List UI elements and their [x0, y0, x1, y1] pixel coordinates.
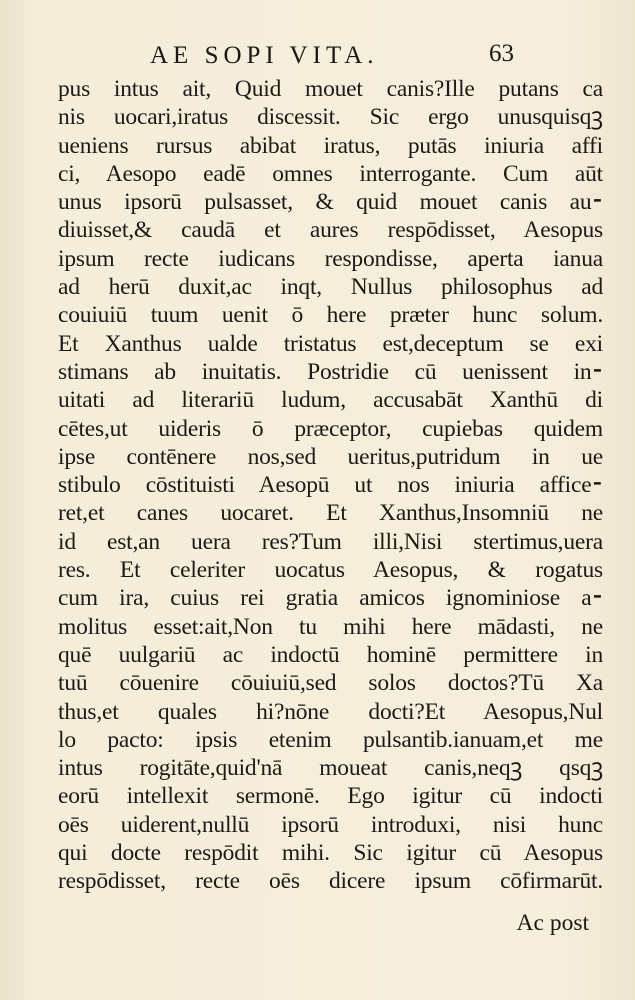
text-line: thus,et quales hi?nōne docti?Et Aesopus,Nul	[58, 698, 603, 725]
text-line: respōdisset, recte oēs dicere ipsum cōfirmarūt.	[58, 868, 603, 895]
text-line: cētes,ut uideris ō præceptor, cupiebas quidem	[58, 415, 603, 442]
text-line: ueniens rursus abibat iratus, putās iniuria affi	[58, 132, 603, 159]
text-line: uitati ad literariū ludum, accusabāt Xanthū di	[58, 387, 603, 414]
text-line: stibulo cōstituisti Aesopū ut nos iniuria affice⁃	[58, 472, 603, 499]
text-line: Et Xanthus ualde tristatus est,deceptum se exi	[58, 330, 603, 357]
text-line: ad herū duxit,ac inqt, Nullus philosophus ad	[58, 274, 603, 301]
catchword: Ac post	[516, 910, 589, 936]
text-line: ipse contēnere nos,sed ueritus,putridum in ue	[58, 443, 603, 470]
text-line: pus intus ait, Quid mouet canis?Ille putans ca	[58, 76, 603, 102]
body-text	[58, 75, 603, 896]
page-number: 63	[489, 40, 514, 67]
text-line: stimans ab inuitatis. Postridie cū uenissent in⁃	[58, 358, 603, 385]
text-line: eorū intellexit sermonē. Ego igitur cū indocti	[58, 783, 603, 810]
catchword-row	[58, 908, 603, 938]
text-line: diuisset,& caudā et aures respōdisset, Aesopus	[58, 217, 603, 244]
text-line: molitus esset:ait,Non tu mihi here mādasti, ne	[58, 613, 603, 640]
running-head: AE SOPI VITA.	[150, 42, 379, 69]
text-line: tuū cōuenire cōuiuiū,sed solos doctos?Tū Xa	[58, 670, 603, 697]
text-line: ret,et canes uocaret. Et Xanthus,Insomniū ne	[58, 500, 603, 527]
text-line: nis uocari,iratus discessit. Sic ergo unusquisqꝫ	[58, 104, 603, 131]
text-line: ipsum recte iudicans respondisse, aperta ianua	[58, 245, 603, 272]
text-line: qui docte respōdit mihi. Sic igitur cū Aesopus	[58, 840, 603, 867]
text-line: cum ira, cuius rei gratia amicos ignominiose a⁃	[58, 585, 603, 612]
text-line: ci, Aesopo eadē omnes interrogante. Cum aūt	[58, 160, 603, 187]
text-line: quē uulgariū ac indoctū hominē permittere in	[58, 641, 603, 668]
text-line: lo pacto: ipsis etenim pulsantib.ianuam,et me	[58, 726, 603, 753]
text-line: id est,an uera res?Tum illi,Nisi stertimus,uera	[58, 528, 603, 555]
text-line: res. Et celeriter uocatus Aesopus, & rogatus	[58, 557, 603, 584]
text-line: couiuiū tuum uenit ō here præter hunc solum.	[58, 302, 603, 329]
text-line: intus rogitāte,quid'nā moueat canis,neqꝫ qsqꝫ	[58, 755, 603, 782]
text-line: oēs uiderent,nullū ipsorū introduxi, nisi hunc	[58, 811, 603, 838]
text-line: unus ipsorū pulsasset, & quid mouet canis au⁃	[58, 189, 603, 216]
